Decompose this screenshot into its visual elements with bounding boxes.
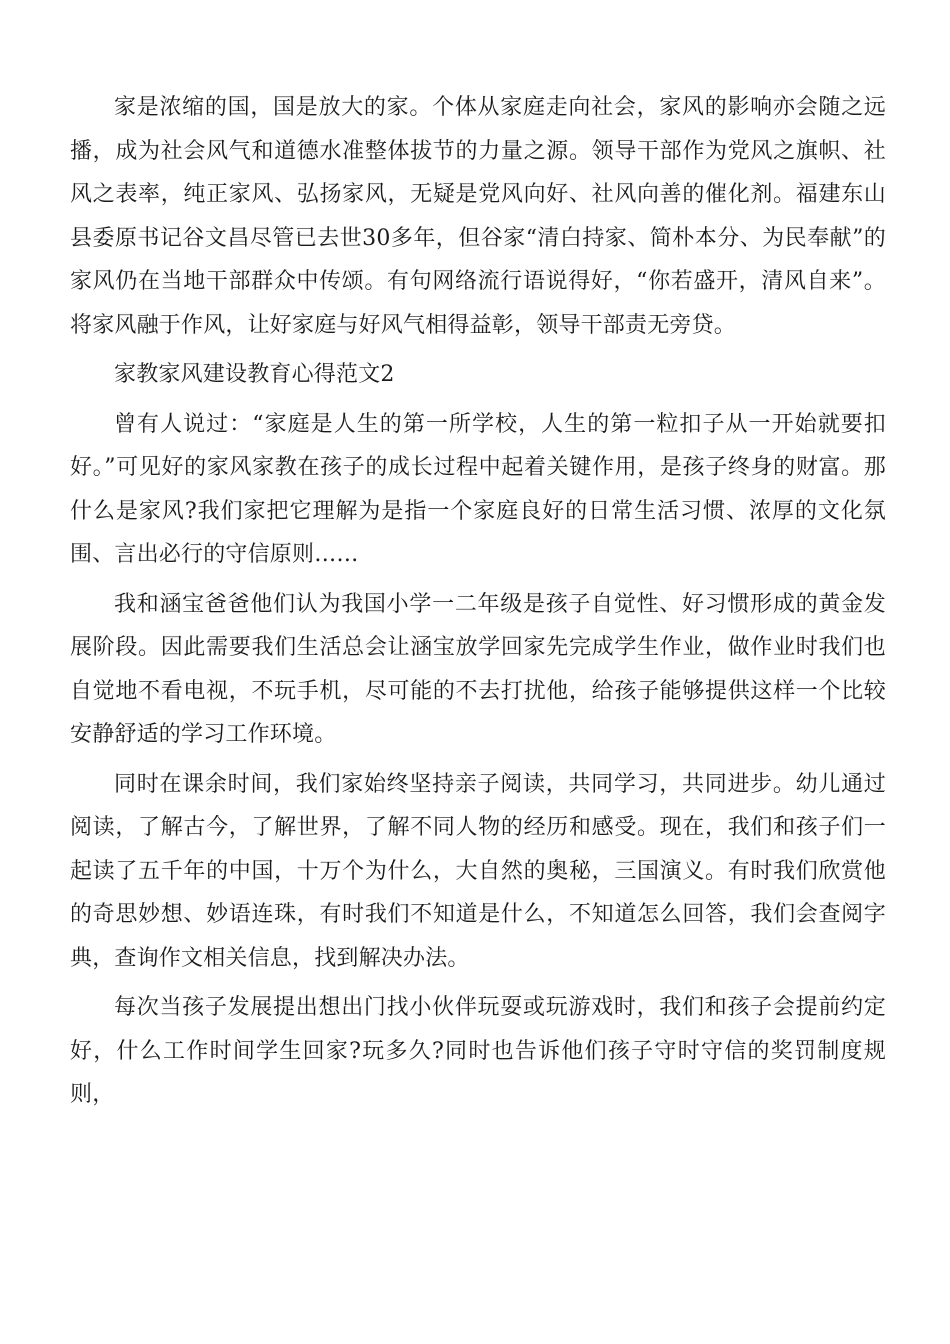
section-heading: 家教家风建设教育心得范文2 [114, 362, 395, 387]
document-page [70, 86, 886, 1123]
paragraph-first-school: 曾有人说过：“家庭是人生的第一所学校，人生的第一粒扣子从一开始就要扣好。”可见好的家风家教在孩子的成长过程中起着关键作用，是孩子终身的财富。那什么是家风?我们家把它理解为是指一个家庭良好的日常生活习惯、浓厚的文化氛围、言出必行的守信原则…… [70, 411, 886, 567]
paragraph-study-habits: 我和涵宝爸爸他们认为我国小学一二年级是孩子自觉性、好习惯形成的黄金发展阶段。因此需要我们生活总会让涵宝放学回家先完成学生作业，做作业时我们也自觉地不看电视，不玩手机，尽可能的不去打扰他，给孩子能够提供这样一个比较安静舒适的学习工作环境。 [70, 591, 886, 747]
paragraph-keeping-promises: 每次当孩子发展提出想出门找小伙伴玩耍或玩游戏时，我们和孩子会提前约定好，什么工作时间学生回家?玩多久?同时也告诉他们孩子守时守信的奖罚制度规则， [70, 995, 886, 1107]
paragraph-reading-together: 同时在课余时间，我们家始终坚持亲子阅读，共同学习，共同进步。幼儿通过阅读，了解古今，了解世界，了解不同人物的经历和感受。现在，我们和孩子们一起读了五千年的中国，十万个为什么，大自然的奥秘，三国演义。有时我们欣赏他的奇思妙想、妙语连珠，有时我们不知道是什么，不知道怎么回答，我们会查阅字典，查询作文相关信息，找到解决办法。 [70, 771, 886, 971]
paragraph-family-and-nation: 家是浓缩的国，国是放大的家。个体从家庭走向社会，家风的影响亦会随之远播，成为社会风气和道德水准整体拔节的力量之源。领导干部作为党风之旗帜、社风之表率，纯正家风、弘扬家风，无疑是党风向好、社风向善的催化剂。福建东山县委原书记谷文昌尽管已去世30多年，但谷家“清白持家、简朴本分、为民奉献”的家风仍在当地干部群众中传颂。有句网络流行语说得好，“你若盛开，清风自来”。将家风融于作风，让好家庭与好风气相得益彰，领导干部责无旁贷。 [70, 95, 886, 338]
